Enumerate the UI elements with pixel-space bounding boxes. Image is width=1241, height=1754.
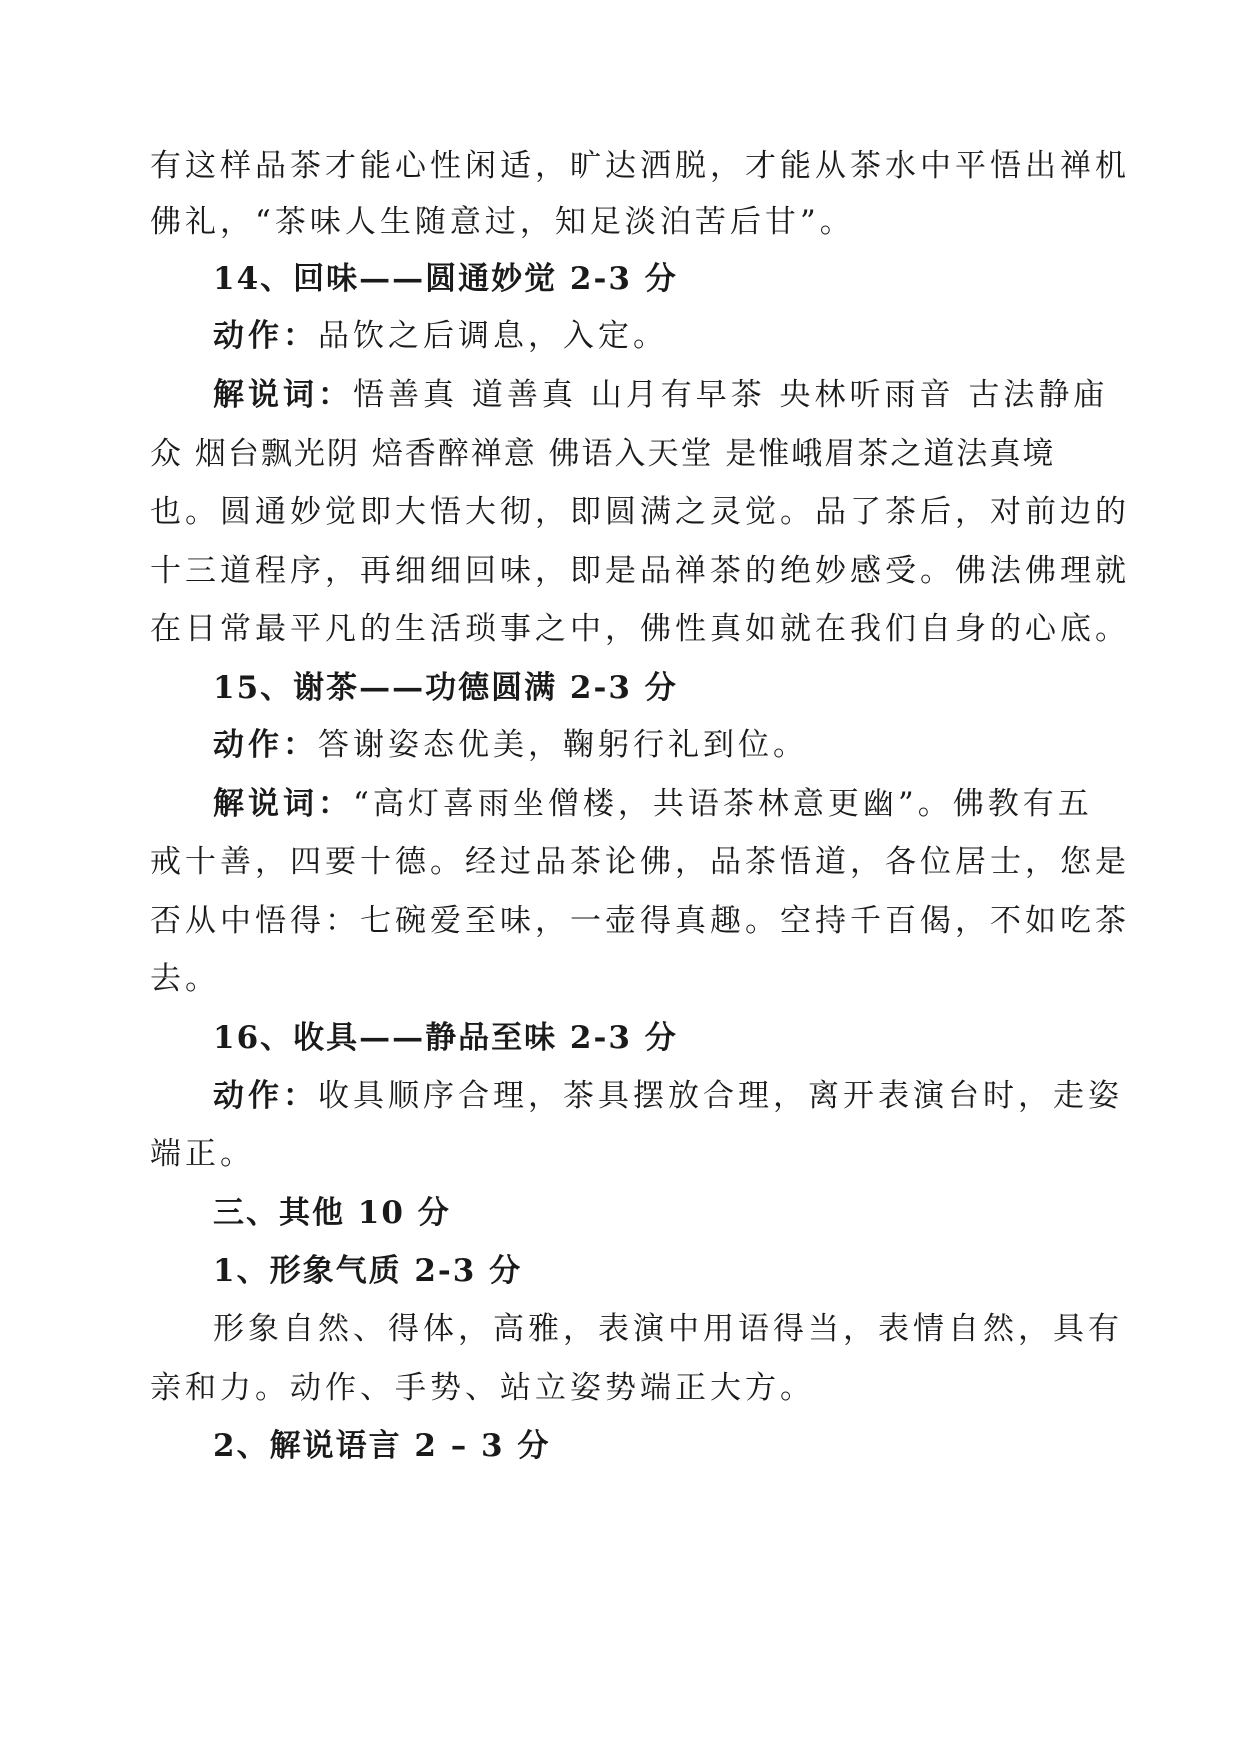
section-heading: 16、收具——静品至味 2-3 分 [213,1020,678,1056]
body-line: 在日常最平凡的生活琐事之中，佛性真如就在我们自身的心底。 [150,611,1130,647]
body-line: 十三道程序，再细细回味，即是品禅茶的绝妙感受。佛法佛理就 [150,553,1130,589]
body-line: 去。 [150,961,220,997]
action-paragraph [213,725,1093,765]
action-label: 动作： [213,318,318,354]
body-line: 戒十善，四要十德。经过品茶论佛，品茶悟道，各位居士，您是 [150,844,1130,880]
action-text: 品饮之后调息，入定。 [318,318,668,354]
narration-paragraph [213,375,1109,415]
action-paragraph [213,316,1093,356]
narration-label: 解说词： [213,786,353,822]
narration-text: “高灯喜雨坐僧楼，共语茶林意更幽”。佛教有五 [353,786,1093,822]
section-heading: 2、解说语言 2 – 3 分 [213,1428,551,1464]
section-heading: 14、回味——圆通妙觉 2-3 分 [213,261,678,297]
narration-paragraph [213,784,1093,824]
body-line: 否从中悟得：七碗爱至味，一壶得真趣。空持千百偈，不如吃茶 [150,903,1130,939]
narration-text: 悟善真 道善真 山月有早茶 央林听雨音 古法静庙 [353,377,1109,413]
chapter-heading: 三、其他 10 分 [213,1195,451,1231]
body-line: 亲和力。动作、手势、站立姿势端正大方。 [150,1370,815,1406]
body-line: 形象自然、得体，高雅，表演中用语得当，表情自然，具有 [213,1311,1123,1347]
body-line: 众 烟台飘光阴 焙香醉禅意 佛语入天堂 是惟峨眉茶之道法真境 [150,436,1056,472]
body-line: 端正。 [150,1136,255,1172]
narration-label: 解说词： [213,377,353,413]
section-heading: 1、形象气质 2-3 分 [213,1253,523,1289]
action-label: 动作： [213,1078,318,1114]
action-label: 动作： [213,727,318,763]
body-line: 也。圆通妙觉即大悟大彻，即圆满之灵觉。品了茶后，对前边的 [150,494,1130,530]
body-line: 有这样品茶才能心性闲适，旷达洒脱，才能从茶水中平悟出禅机 [150,148,1130,184]
action-text: 答谢姿态优美，鞠躬行礼到位。 [318,727,808,763]
body-line: 佛礼，“茶味人生随意过，知足淡泊苦后甘”。 [150,204,855,240]
section-heading: 15、谢茶——功德圆满 2-3 分 [213,670,678,706]
action-text: 收具顺序合理，茶具摆放合理，离开表演台时，走姿 [318,1078,1123,1114]
action-paragraph [213,1076,1123,1116]
